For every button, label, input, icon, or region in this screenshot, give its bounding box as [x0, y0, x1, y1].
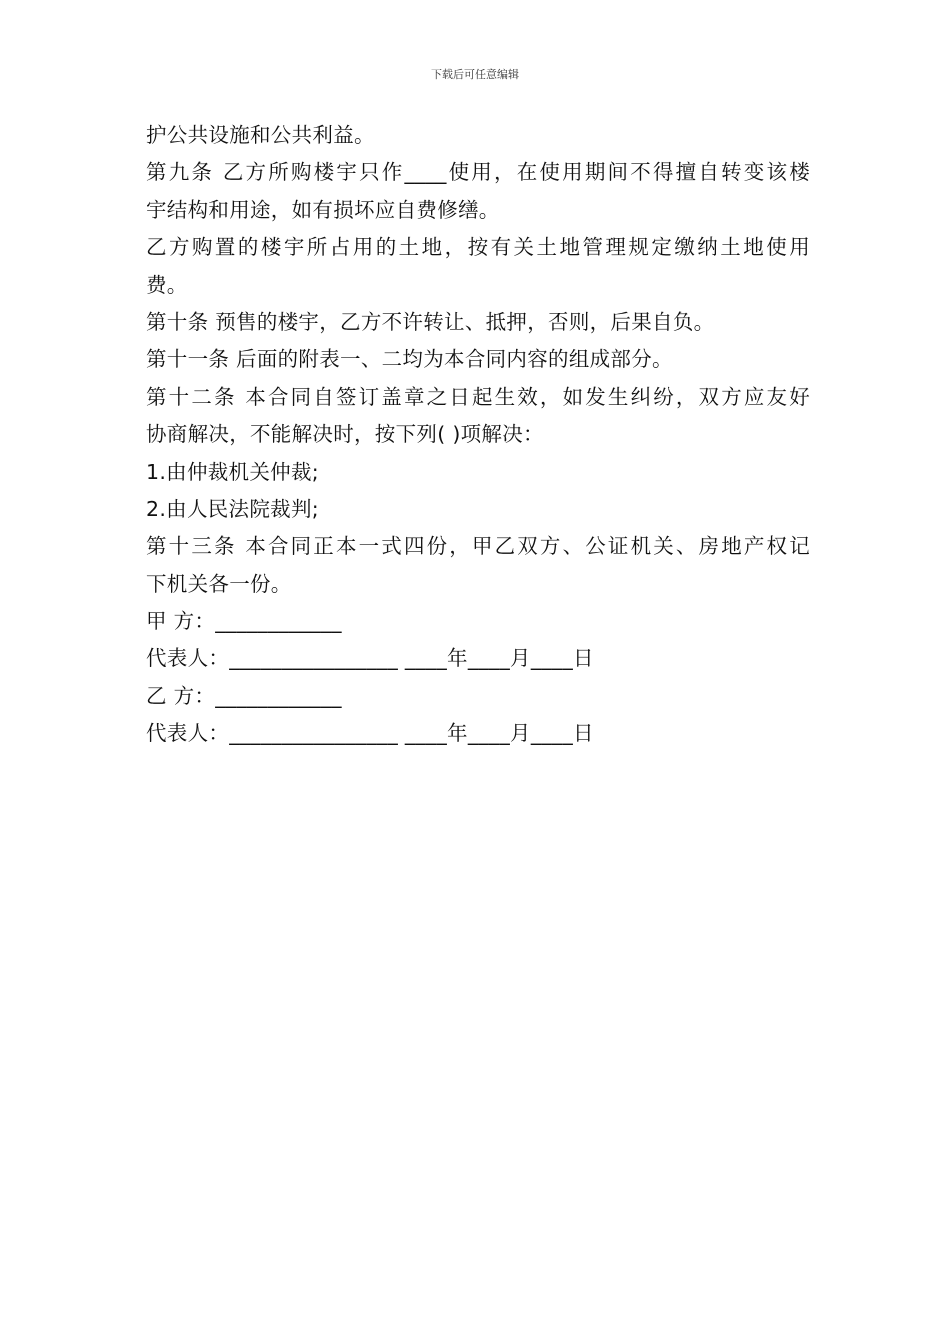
contract-body — [146, 117, 810, 753]
resolution-option-2: 2.由人民法院裁判; — [146, 496, 319, 521]
page-header: 下载后可任意编辑 — [431, 68, 519, 81]
party-a-representative: 代表人：________________ ____年____月____日 — [146, 646, 594, 671]
party-a-signature: 甲 方：____________ — [146, 609, 342, 634]
party-b-signature: 乙 方：____________ — [146, 683, 342, 708]
clause-9-continued: 宇结构和用途，如有损坏应自费修缮。 — [146, 197, 500, 222]
clause-10: 第十条 预售的楼宇，乙方不许转让、抵押，否则，后果自负。 — [146, 309, 715, 334]
resolution-option-1: 1.由仲裁机关仲裁; — [146, 459, 319, 484]
clause-8-continued: 护公共设施和公共利益。 — [146, 123, 375, 147]
clause-12-continued: 协商解决，不能解决时，按下列( )项解决： — [146, 422, 544, 447]
clause-12: 第十二条 本合同自签订盖章之日起生效，如发生纠纷，双方应友好 — [146, 384, 810, 409]
land-fee-paragraph: 乙方购置的楼宇所占用的土地，按有关土地管理规定缴纳土地使用 — [146, 235, 810, 260]
party-b-representative: 代表人：________________ ____年____月____日 — [146, 721, 594, 746]
clause-13-continued: 下机关各一份。 — [146, 571, 292, 596]
clause-11: 第十一条 后面的附表一、二均为本合同内容的组成部分。 — [146, 347, 673, 372]
clause-13: 第十三条 本合同正本一式四份，甲乙双方、公证机关、房地产权记 — [146, 534, 810, 559]
clause-9: 第九条 乙方所购楼宇只作____使用，在使用期间不得擅自转变该楼 — [146, 160, 810, 185]
land-fee-paragraph-continued: 费。 — [146, 272, 188, 297]
